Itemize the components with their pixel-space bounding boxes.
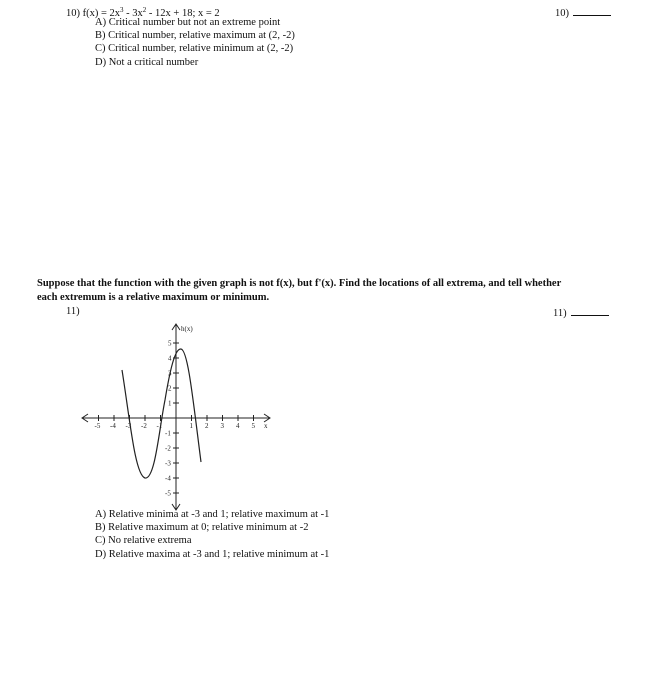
q10-function-mid: - 3x <box>123 8 143 19</box>
x-tick-label: -2 <box>141 422 147 430</box>
q11-option-c: C) No relative extrema <box>95 535 192 546</box>
q10-exponent-2: 2 <box>142 6 147 14</box>
x-tick-label: -1 <box>156 422 163 430</box>
y-tick-label: 3 <box>168 369 172 378</box>
q11-answer-label: 11) <box>553 308 567 319</box>
q11-number: 11) <box>66 306 80 317</box>
y-tick-label: -3 <box>165 459 171 468</box>
function-curve <box>122 349 201 478</box>
instructions-line-1: Suppose that the function with the given graph is not f(x), but f'(x). Find the locations of all extrema, and tell whether <box>37 278 562 289</box>
x-tick-label: -4 <box>110 422 116 430</box>
q10-option-b: B) Critical number, relative maximum at (2, -2) <box>95 30 295 41</box>
q10-answer-label: 10) <box>555 8 569 19</box>
instructions-line-2: each extremum is a relative maximum or minimum. <box>37 292 270 303</box>
y-tick-label: -1 <box>165 429 171 438</box>
x-tick-label: 1 <box>189 422 193 430</box>
q10-function-suffix: - 12x + 18; x = 2 <box>146 8 220 19</box>
q10-function-prefix: f(x) = 2x <box>82 8 121 19</box>
y-tick-label: 2 <box>168 384 172 393</box>
y-tick-label: -2 <box>165 444 171 453</box>
function-label: h(x) <box>181 325 193 333</box>
graph-axes <box>82 324 270 510</box>
q11-option-b: B) Relative maximum at 0; relative minimum at -2 <box>95 522 309 533</box>
x-tick-label: 4 <box>236 422 240 430</box>
q10-exponent-1: 3 <box>120 6 124 14</box>
x-tick-label: 2 <box>205 422 209 430</box>
x-tick-label: 5 <box>251 422 255 430</box>
q10-number: 10) <box>66 8 80 19</box>
y-tick-label: -5 <box>165 489 171 498</box>
y-tick-label: 1 <box>168 399 172 408</box>
y-tick-label: -4 <box>165 474 171 483</box>
q11-option-a: A) Relative minima at -3 and 1; relative maximum at -1 <box>95 509 330 520</box>
x-axis-label: x <box>264 422 268 430</box>
q10-option-a: A) Critical number but not an extreme point <box>95 17 281 28</box>
q11-option-d: D) Relative maxima at -3 and 1; relative minimum at -1 <box>95 549 330 560</box>
x-tick-label: 3 <box>220 422 224 430</box>
x-tick-label: -5 <box>94 422 101 430</box>
y-tick-label: 5 <box>168 339 172 348</box>
q10-option-d: D) Not a critical number <box>95 57 199 68</box>
x-tick-label: -3 <box>125 422 132 430</box>
q10-option-c: C) Critical number, relative minimum at (2, -2) <box>95 43 294 54</box>
y-tick-label: 4 <box>168 354 172 363</box>
